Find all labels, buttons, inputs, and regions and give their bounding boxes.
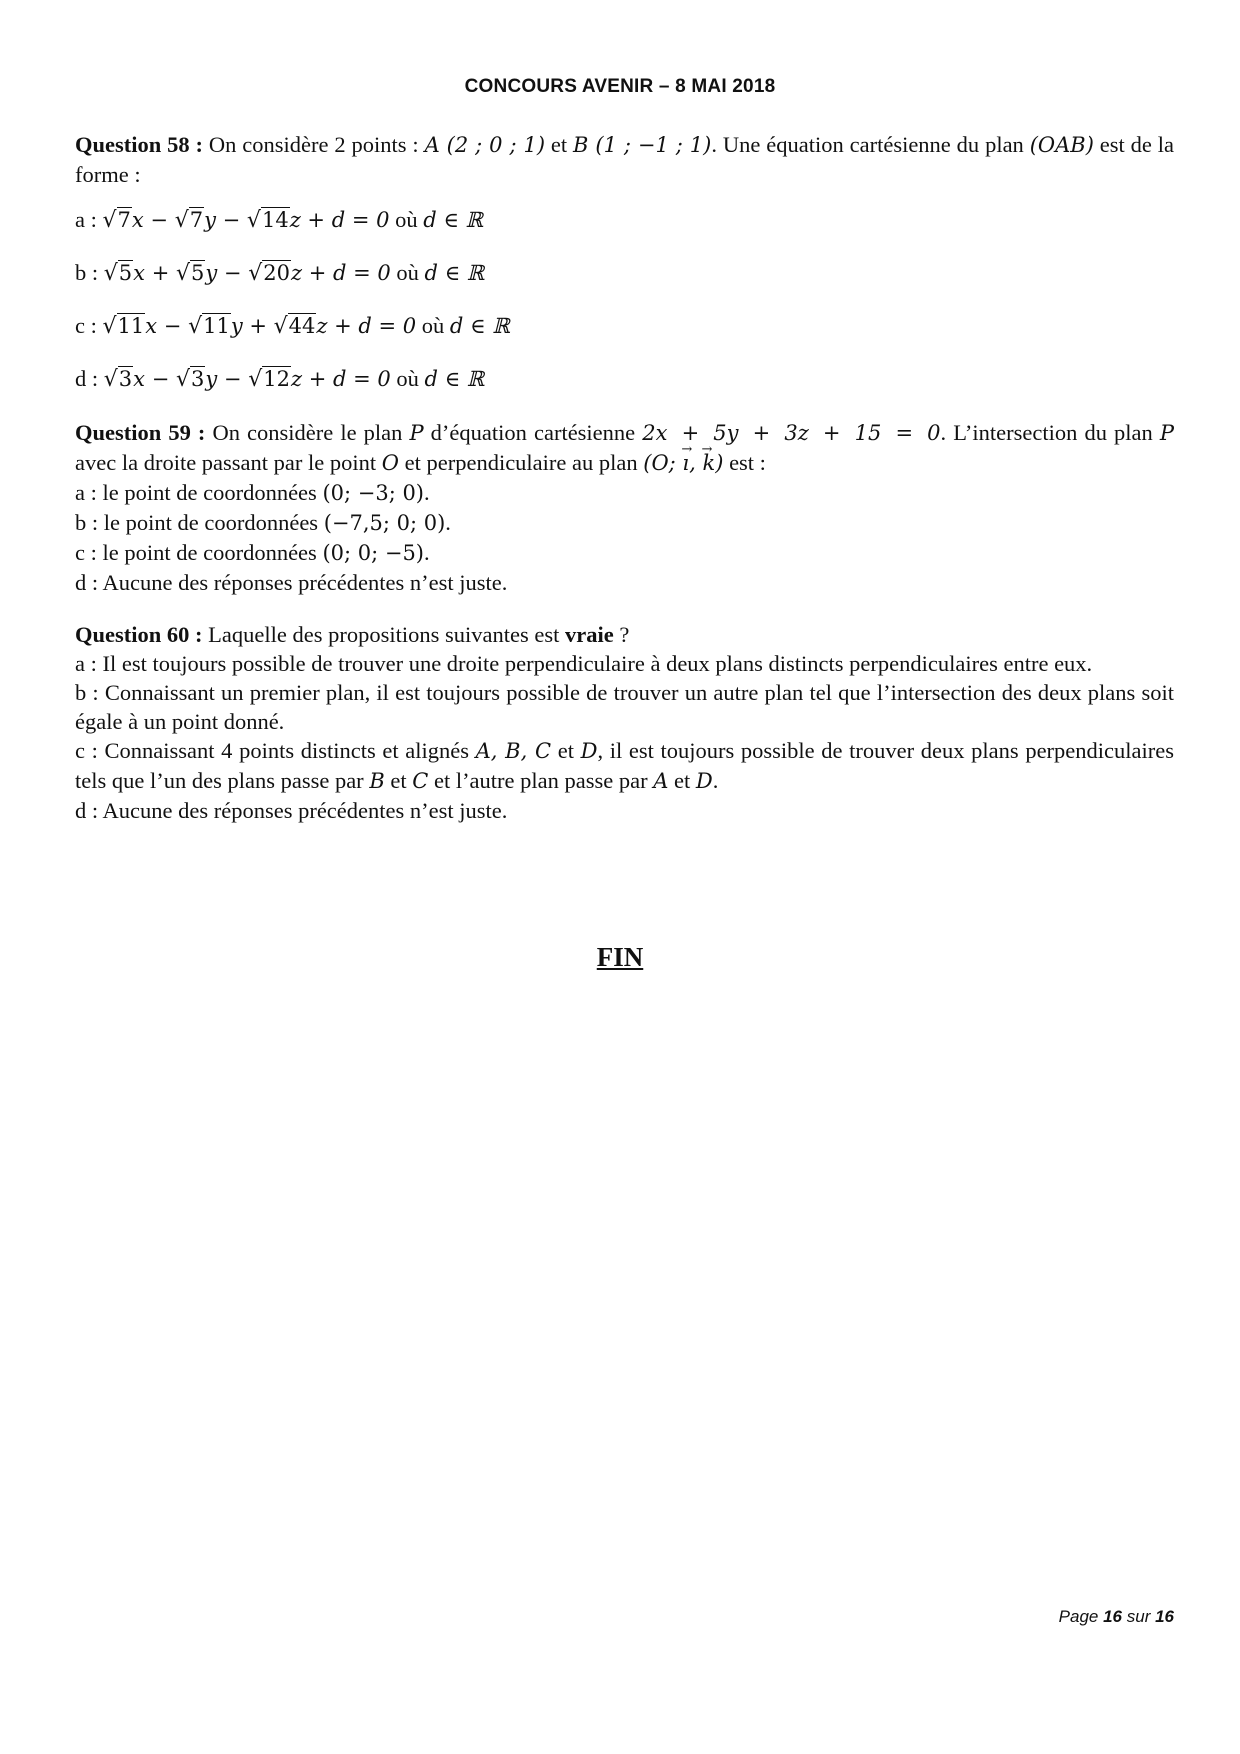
q60-option-b: b : Connaissant un premier plan, il est toujours possible de trouver un autre plan tel que l’intersection des deux plans soit égale à un point donné. — [75, 680, 1174, 734]
term: z + d = 0 — [289, 208, 390, 232]
page-number — [1059, 1607, 1174, 1627]
q59-text: . L’intersection du plan — [940, 420, 1160, 445]
q59-text: On considère le plan — [212, 420, 410, 445]
q59-text: et perpendiculaire au plan — [398, 450, 644, 475]
option-letter: a : — [75, 207, 97, 232]
radicand: 7 — [117, 208, 131, 232]
sqrt-symbol: √3 — [103, 367, 133, 392]
question-59-label: Question 59 : — [75, 420, 206, 445]
frame-close: ) — [715, 451, 724, 475]
question-60 — [75, 620, 1174, 649]
q60-option-a: a : Il est toujours possible de trouver une droite perpendiculaire à deux plans distincts perpendiculaires entre eux. — [75, 651, 1093, 676]
q58-option-d — [75, 364, 1174, 394]
term: y − — [205, 261, 249, 285]
question-58-label: Question 58 : — [75, 132, 204, 157]
sur-word: sur — [1122, 1607, 1156, 1626]
ou-word: où — [416, 313, 450, 338]
option-text: et — [668, 768, 696, 793]
term: y − — [204, 208, 247, 232]
sqrt-symbol: √44 — [273, 314, 316, 339]
total-pages: 16 — [1155, 1607, 1174, 1626]
d-in-r: d ∈ ℝ — [449, 314, 510, 338]
option-text: , il est toujours possible de trouver deux plans perpendiculaires tels que l’un des plans passe par — [75, 738, 1174, 793]
radicand: 3 — [191, 367, 205, 391]
plane-p: P — [409, 421, 424, 445]
ou-word: où — [390, 366, 425, 391]
coordinates: (0; −3; 0) — [322, 481, 425, 505]
point-a: A (2 ; 0 ; 1) — [424, 133, 546, 157]
q60-text: ? — [613, 622, 630, 647]
option-text: . — [712, 768, 719, 793]
radicand: 3 — [118, 367, 133, 391]
term: z + d = 0 — [290, 261, 391, 285]
radicand: 5 — [118, 261, 133, 285]
option-text: et — [384, 768, 413, 793]
option-text: d : Aucune des réponses précédentes n’est juste. — [75, 570, 508, 595]
term: y − — [205, 367, 249, 391]
vector-i: → ı — [682, 449, 689, 478]
point-a: A — [653, 769, 669, 793]
frame-comma: , — [689, 451, 703, 475]
sqrt-symbol: √7 — [174, 208, 204, 233]
radicand: 20 — [263, 261, 290, 285]
question-59 — [75, 418, 1174, 478]
ou-word: où — [389, 207, 424, 232]
q59-text: avec la droite passant par le point — [75, 450, 382, 475]
q58-option-a — [75, 205, 1174, 235]
radicand: 14 — [261, 208, 289, 232]
option-text: b : le point de coordonnées — [75, 510, 324, 535]
question-60-label: Question 60 : — [75, 622, 203, 647]
radicand: 5 — [191, 261, 205, 285]
sqrt-symbol: √14 — [246, 208, 289, 233]
q60-option-d: d : Aucune des réponses précédentes n’est juste. — [75, 798, 508, 823]
q60-option-c — [75, 736, 1174, 796]
option-text: a : le point de coordonnées — [75, 480, 323, 505]
term: x + — [133, 261, 176, 285]
q60-bold-word: vraie — [564, 622, 614, 647]
ou-word: où — [390, 260, 425, 285]
question-58 — [75, 130, 1174, 189]
option-suffix: . — [424, 480, 430, 505]
option-text: et l’autre plan passe par — [428, 768, 654, 793]
sqrt-symbol: √3 — [175, 367, 205, 392]
radicand: 7 — [189, 208, 204, 232]
sqrt-symbol: √12 — [248, 367, 290, 392]
q58-option-c — [75, 311, 1174, 341]
page-word: Page — [1058, 1607, 1104, 1626]
fin-heading: FIN — [596, 942, 644, 972]
radicand: 12 — [263, 367, 290, 391]
plane-equation: 2x + 5y + 3z + 15 = 0 — [642, 421, 941, 445]
d-in-r: d ∈ ℝ — [423, 208, 483, 232]
sqrt-symbol: √5 — [175, 261, 205, 286]
plane-p: P — [1159, 421, 1174, 445]
q60-text: Laquelle des propositions suivantes est — [202, 622, 565, 647]
d-in-r: d ∈ ℝ — [424, 261, 485, 285]
sqrt-symbol: √11 — [102, 314, 145, 339]
point-b: B — [369, 769, 385, 793]
points-abc: A, B, C — [475, 739, 552, 763]
exam-content — [75, 130, 1174, 825]
point-d: D — [580, 739, 598, 763]
option-letter: b : — [75, 260, 99, 285]
q59-text: est : — [723, 450, 766, 475]
sqrt-symbol: √5 — [103, 261, 133, 286]
option-letter: d : — [75, 366, 99, 391]
radicand: 11 — [203, 314, 230, 338]
point-o: O — [381, 451, 399, 475]
sqrt-symbol: √20 — [248, 261, 290, 286]
sqrt-symbol: √11 — [188, 314, 230, 339]
q58-rest: . Une équation cartésienne du plan — [711, 132, 1030, 157]
term: z + d = 0 — [290, 367, 391, 391]
option-letter: c : — [75, 313, 97, 338]
option-text: et — [551, 738, 581, 763]
term: x − — [133, 367, 176, 391]
d-in-r: d ∈ ℝ — [424, 367, 485, 391]
plane-oab: (OAB) — [1029, 133, 1094, 157]
point-b: B (1 ; −1 ; 1) — [573, 133, 712, 157]
q59-option-b — [75, 508, 1174, 538]
vector-k: → k — [703, 449, 716, 478]
option-text: c : le point de coordonnées — [75, 540, 323, 565]
point-d: D — [695, 769, 713, 793]
exam-header: CONCOURS AVENIR – 8 MAI 2018 — [464, 76, 776, 97]
term: z + d = 0 — [316, 314, 417, 338]
point-c: C — [412, 769, 429, 793]
q59-option-c — [75, 538, 1174, 568]
radicand: 11 — [117, 314, 145, 338]
term: x − — [131, 208, 175, 232]
term: y + — [230, 314, 274, 338]
current-page: 16 — [1103, 1607, 1123, 1626]
option-suffix: . — [445, 510, 451, 535]
frame-open: (O; — [643, 451, 683, 475]
option-text: c : Connaissant 4 points distincts et alignés — [75, 738, 476, 763]
q58-option-b — [75, 258, 1174, 288]
coordinates: (0; 0; −5) — [322, 541, 425, 565]
radicand: 44 — [288, 314, 316, 338]
q58-end: est de la forme : — [75, 132, 1175, 187]
term: x − — [145, 314, 189, 338]
coordinates: (−7,5; 0; 0) — [323, 511, 446, 535]
sqrt-symbol: √7 — [102, 208, 131, 233]
question-58-intro: On considère 2 points : — [208, 132, 425, 157]
q59-text: d’équation cartésienne — [423, 420, 643, 445]
q59-option-a — [75, 478, 1174, 508]
option-suffix: . — [424, 540, 430, 565]
q58-and: et — [545, 132, 574, 157]
q59-option-d — [75, 568, 1174, 597]
